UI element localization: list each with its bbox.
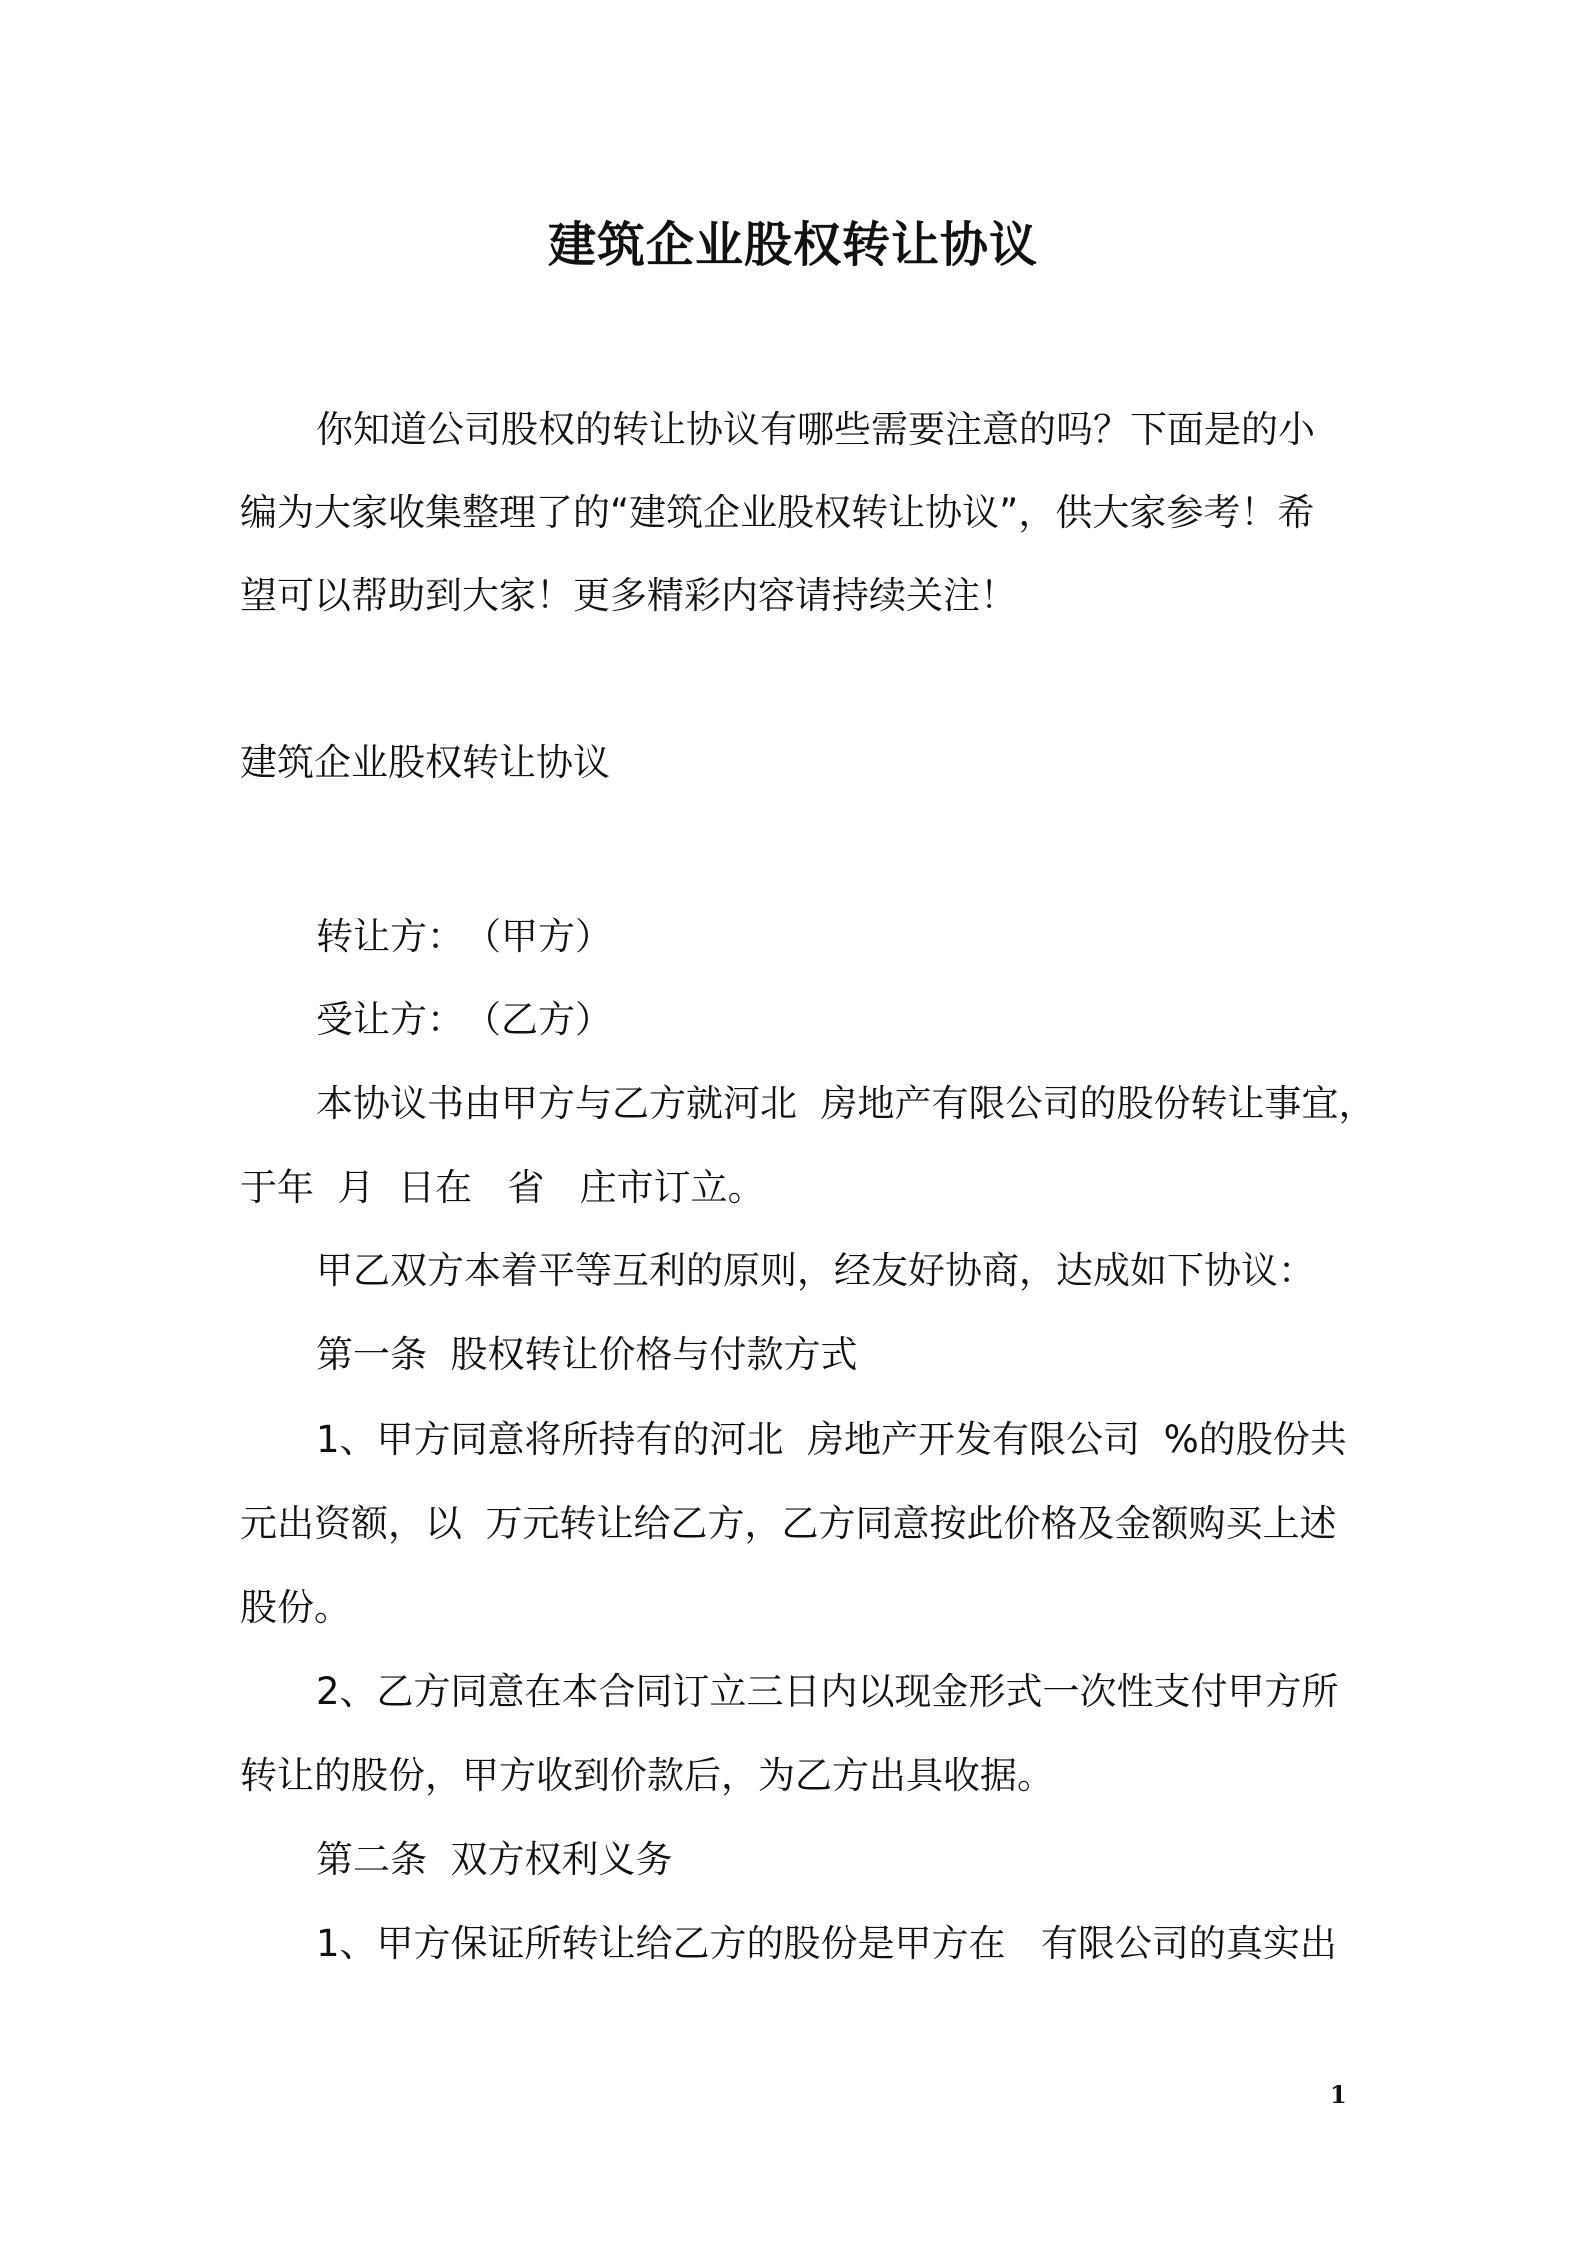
- article-1-clause-1-line-1: 1、甲方同意将所持有的河北 房地产开发有限公司 %的股份共: [316, 1418, 1347, 1461]
- article-1-clause-1-line-3: 股份。: [240, 1586, 351, 1629]
- article-1-clause-1-line-2: 元出资额，以 万元转让给乙方，乙方同意按此价格及金额购买上述: [240, 1502, 1337, 1545]
- intro-line-3: 望可以帮助到大家！更多精彩内容请持续关注！: [240, 574, 1017, 617]
- article-1-heading: 第一条 股权转让价格与付款方式: [316, 1333, 858, 1376]
- transferor-line: 转让方： （甲方）: [316, 915, 612, 958]
- preamble-line-2: 于年 月 日在 省 庄市订立。: [240, 1166, 765, 1209]
- document-title: 建筑企业股权转让协议: [547, 217, 1038, 273]
- article-1-clause-2-line-2: 转让的股份，甲方收到价款后，为乙方出具收据。: [240, 1754, 1054, 1797]
- agreement-subtitle: 建筑企业股权转让协议: [240, 741, 610, 784]
- article-2-clause-1-line-1: 1、甲方保证所转让给乙方的股份是甲方在 有限公司的真实出: [316, 1922, 1337, 1965]
- page-number: 1: [1330, 2080, 1347, 2109]
- article-1-clause-2-line-1: 2、乙方同意在本合同订立三日内以现金形式一次性支付甲方所: [316, 1670, 1339, 1713]
- article-2-heading: 第二条 双方权利义务: [316, 1838, 673, 1881]
- preamble-line-1: 本协议书由甲方与乙方就河北 房地产有限公司的股份转让事宜，: [316, 1082, 1376, 1125]
- agreement-intro: 甲乙双方本着平等互利的原则，经友好协商，达成如下协议：: [316, 1249, 1315, 1292]
- transferee-line: 受让方： （乙方）: [316, 998, 612, 1041]
- intro-line-2: 编为大家收集整理了的“建筑企业股权转让协议”，供大家参考！希: [240, 491, 1315, 534]
- intro-line-1: 你知道公司股权的转让协议有哪些需要注意的吗？下面是的小: [316, 408, 1315, 451]
